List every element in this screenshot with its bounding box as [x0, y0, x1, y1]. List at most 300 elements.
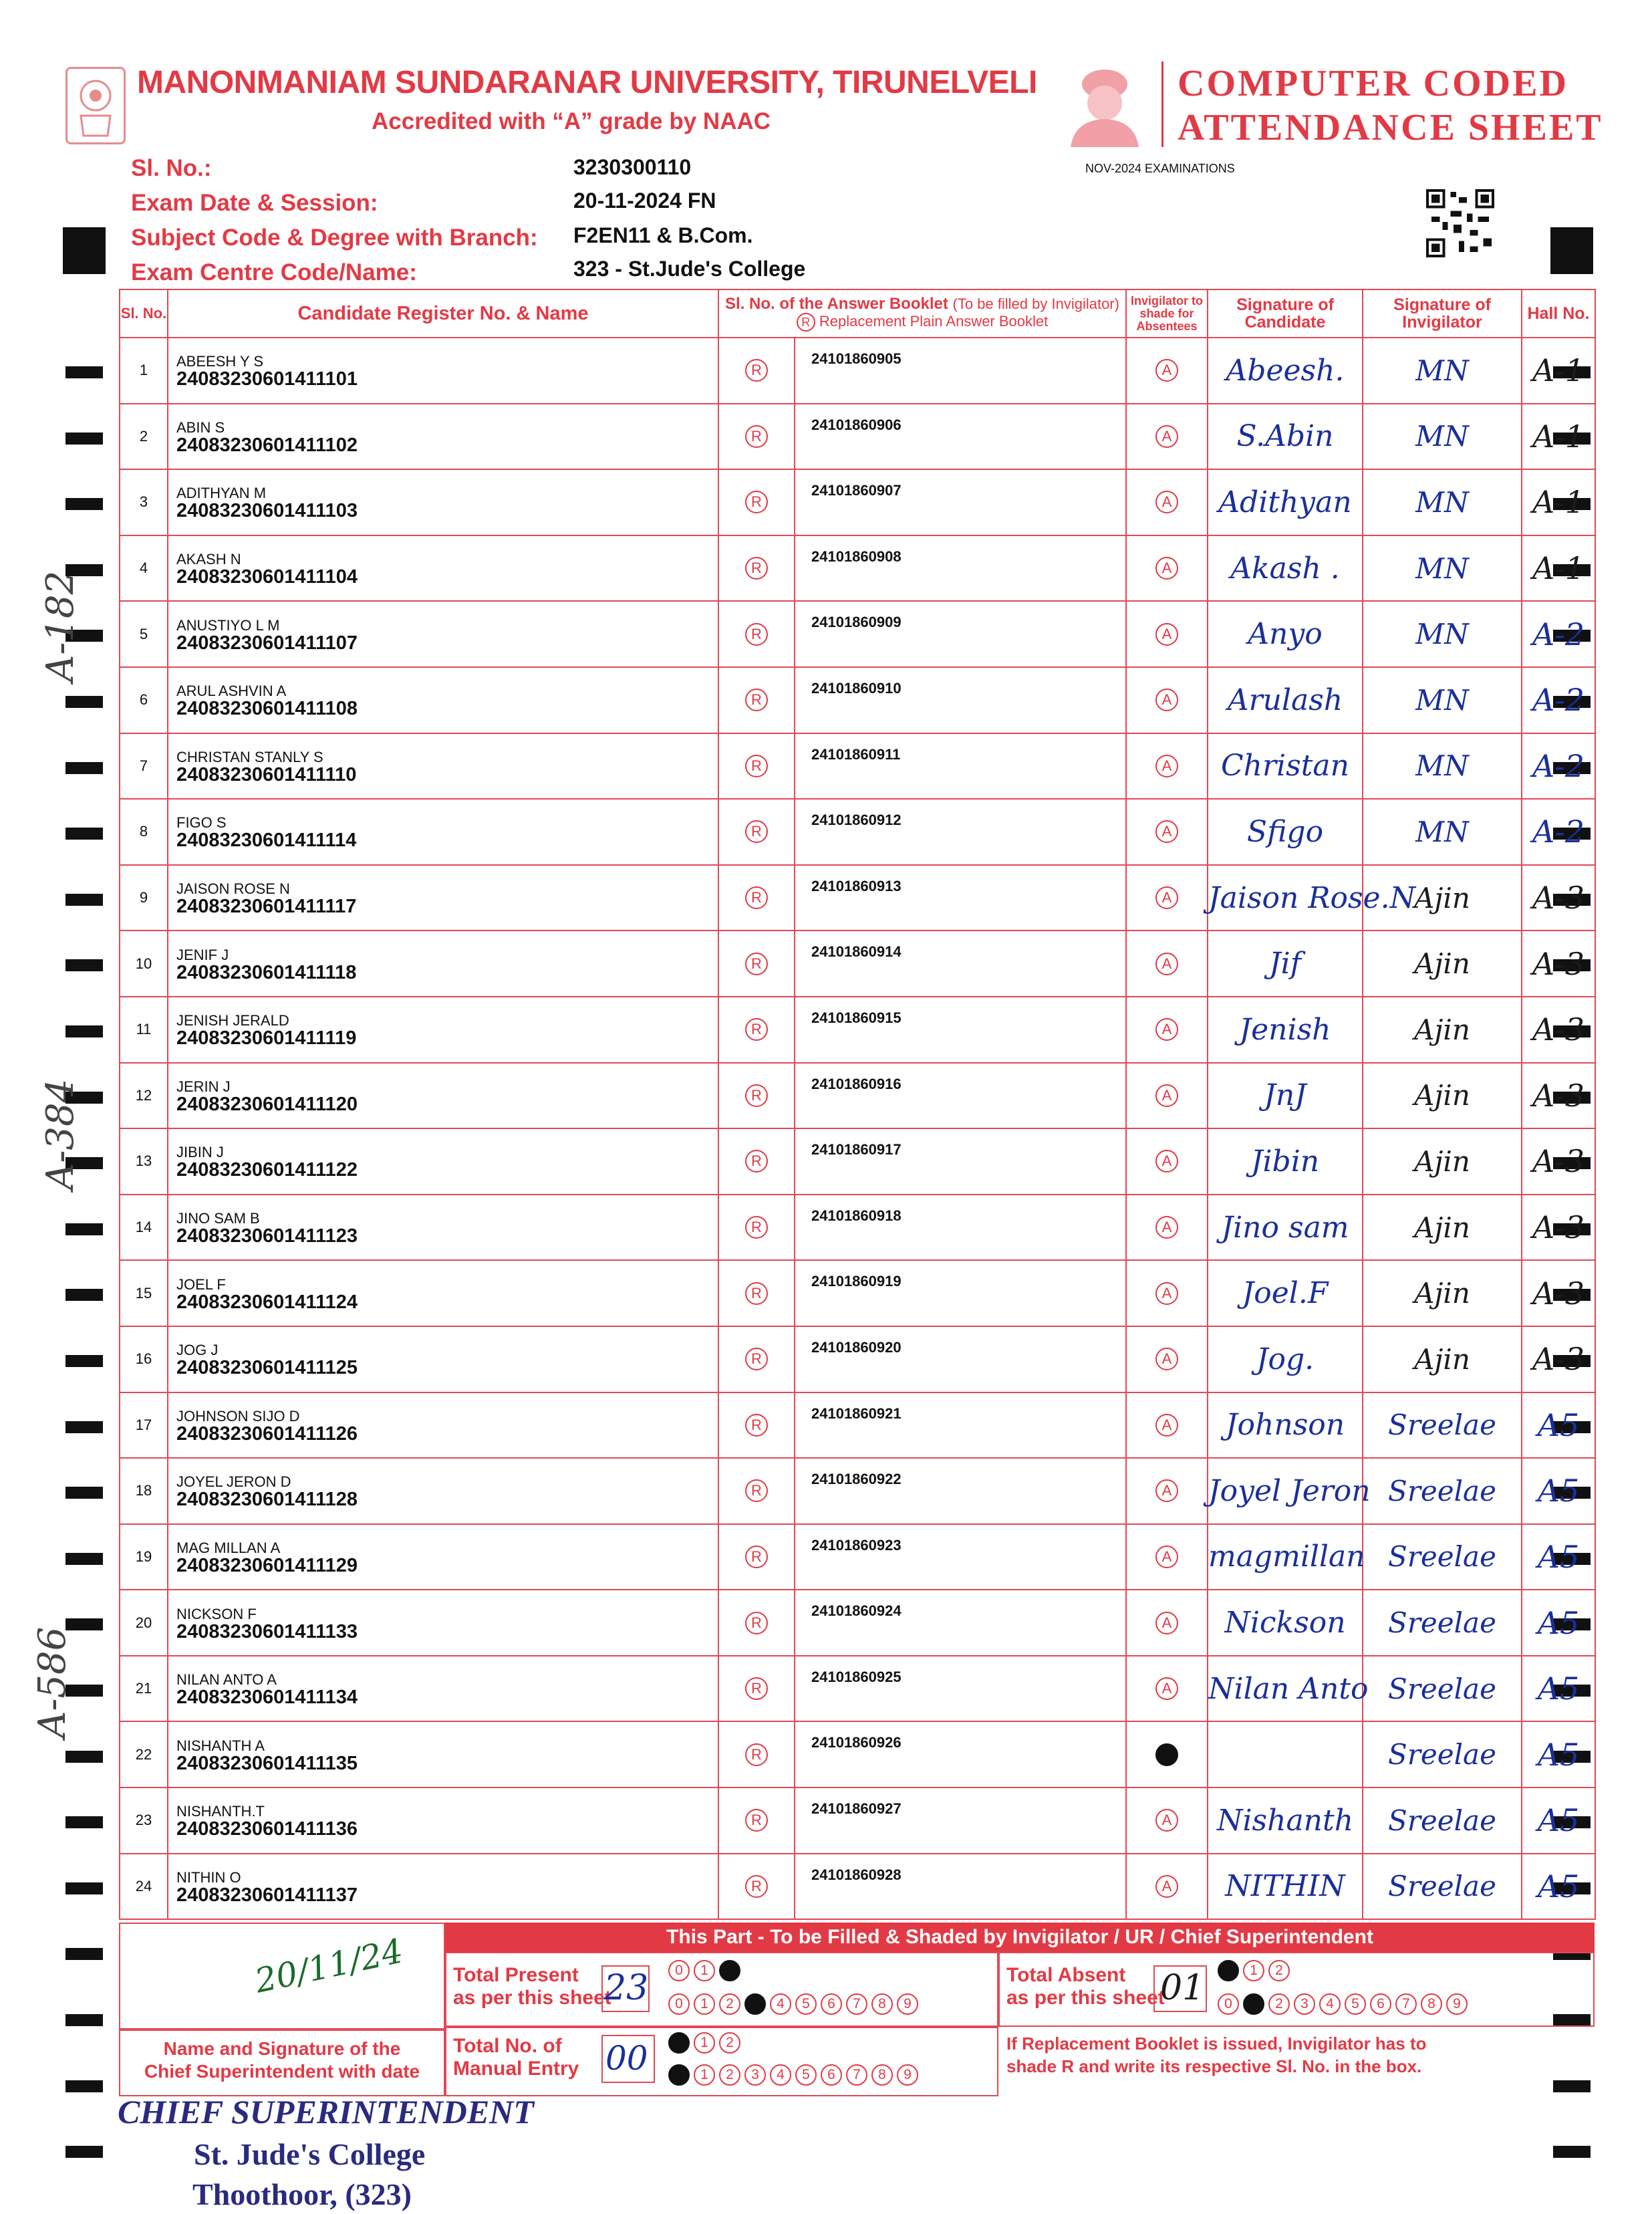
replacement-bubble[interactable]: R [745, 1677, 768, 1700]
digit-bubble[interactable]: 7 [846, 2064, 867, 2086]
replacement-bubble[interactable]: R [745, 820, 768, 843]
digit-bubble[interactable]: 1 [694, 2032, 715, 2054]
candidate-register-no: 24083230601411128 [176, 1489, 358, 1511]
absentee-bubble[interactable]: A [1155, 623, 1178, 646]
absentee-cell [1126, 1590, 1208, 1656]
absentee-bubble[interactable]: A [1155, 425, 1178, 448]
digit-bubble[interactable]: 9 [897, 1993, 918, 2015]
replacement-bubble[interactable]: R [745, 953, 768, 975]
digit-bubble[interactable]: 0 [1218, 1993, 1239, 2015]
absentee-cell [1126, 469, 1208, 535]
col-sig-candidate: Signature of Candidate [1208, 289, 1363, 338]
row-sl: 10 [120, 931, 168, 997]
hall-no: A-2 [1522, 799, 1595, 865]
col-booklet-title: Sl. No. of the Answer Booklet [725, 295, 948, 313]
hall-no: A-2 [1522, 601, 1595, 667]
table-row [120, 865, 1595, 931]
candidate-cell [168, 601, 718, 667]
absentee-bubble[interactable]: A [1155, 1348, 1178, 1370]
absentee-cell [1126, 1128, 1208, 1195]
replacement-bubble[interactable]: R [745, 886, 768, 909]
candidate-signature: Nishanth [1208, 1788, 1363, 1854]
manual-units-bubbles [668, 2064, 922, 2086]
candidate-signature: Joel.F [1208, 1260, 1363, 1326]
replacement-bubble[interactable]: R [745, 1479, 768, 1502]
hall-no: A5 [1522, 1721, 1595, 1788]
candidate-register-no: 24083230601411118 [176, 961, 357, 983]
total-absent-label [1006, 1964, 1165, 2009]
table-row [120, 1854, 1595, 1920]
digit-bubble[interactable]: 0 [668, 2032, 690, 2054]
row-sl: 1 [120, 338, 168, 404]
candidate-signature: Nilan Anto [1208, 1656, 1363, 1722]
timing-mark [65, 2080, 103, 2092]
replacement-bubble[interactable]: R [745, 1743, 768, 1766]
table-row [120, 1788, 1595, 1854]
absentee-cell [1126, 601, 1208, 667]
booklet-no[interactable]: 24101860907 [795, 469, 1126, 535]
digit-bubble[interactable]: 2 [719, 2032, 740, 2054]
candidate-register-no: 24083230601411107 [176, 632, 358, 654]
booklet-no[interactable]: 24101860918 [795, 1195, 1126, 1261]
sl-no-label: Sl. No.: [131, 155, 212, 181]
candidate-cell [168, 1260, 718, 1326]
digit-bubble[interactable]: 8 [871, 2064, 893, 2086]
candidate-register-no: 24083230601411125 [176, 1357, 358, 1379]
absentee-bubble[interactable]: A [1155, 359, 1178, 382]
manual-tens-bubbles [668, 2032, 744, 2054]
candidate-name: JOG J [176, 1342, 219, 1359]
total-present-value: 23 [604, 1968, 649, 2008]
absentee-cell [1126, 1195, 1208, 1261]
timing-mark [1553, 2146, 1591, 2158]
candidate-register-no: 24083230601411114 [176, 830, 357, 852]
booklet-no[interactable]: 24101860914 [795, 931, 1126, 997]
booklet-no[interactable]: 24101860926 [795, 1721, 1126, 1788]
table-row [120, 1458, 1595, 1524]
candidate-cell [168, 1721, 718, 1788]
digit-bubble[interactable]: 4 [770, 1993, 791, 2015]
digit-bubble[interactable]: 6 [1370, 1993, 1391, 2015]
absentee-bubble[interactable]: A [1155, 1414, 1178, 1437]
digit-bubble[interactable]: 9 [1446, 1993, 1468, 2015]
timing-mark [65, 762, 103, 774]
invigilator-signature: Ajin [1363, 865, 1522, 931]
replacement-cell [718, 733, 795, 800]
replacement-bubble[interactable]: R [745, 755, 768, 777]
absentee-bubble[interactable]: A [1155, 1875, 1178, 1898]
invigilator-signature: Sreelae [1363, 1721, 1522, 1788]
booklet-no[interactable]: 24101860908 [795, 535, 1126, 602]
candidate-cell [168, 997, 718, 1063]
hall-no: A-3 [1522, 997, 1595, 1063]
booklet-no[interactable]: 24101860921 [795, 1392, 1126, 1459]
digit-bubble[interactable]: 5 [795, 1993, 817, 2015]
hall-no: A-2 [1522, 667, 1595, 733]
stamp-place: Thoothoor, (323) [192, 2177, 412, 2211]
col-booklet-note: (To be filled by Invigilator) [952, 295, 1119, 312]
table-row [120, 1128, 1595, 1195]
hall-no: A-3 [1522, 1260, 1595, 1326]
founder-portrait [1061, 62, 1148, 147]
attendance-table [119, 289, 1596, 1920]
candidate-register-no: 24083230601411137 [176, 1884, 358, 1906]
digit-bubble[interactable]: 0 [668, 2064, 690, 2086]
manual-entry-value: 00 [605, 2039, 648, 2078]
col-replacement: Replacement Plain Answer Booklet [819, 313, 1049, 330]
candidate-cell [168, 1128, 718, 1195]
absentee-cell [1126, 1721, 1208, 1788]
hall-no: A-1 [1522, 469, 1595, 535]
digit-bubble[interactable]: 8 [1421, 1993, 1442, 2015]
digit-bubble[interactable]: 7 [846, 1993, 867, 2015]
digit-bubble[interactable]: 0 [668, 1993, 690, 2015]
exam-series: NOV-2024 EXAMINATIONS [1085, 162, 1235, 175]
digit-bubble[interactable]: 5 [1345, 1993, 1366, 2015]
booklet-no[interactable]: 24101860911 [795, 733, 1126, 800]
row-sl: 21 [120, 1656, 168, 1722]
row-sl: 23 [120, 1788, 168, 1854]
digit-bubble[interactable]: 9 [897, 2064, 918, 2086]
digit-bubble[interactable]: 6 [821, 1993, 842, 2015]
replacement-bubble[interactable]: R [745, 491, 768, 513]
candidate-name: JOYEL JERON D [176, 1473, 291, 1491]
row-sl: 11 [120, 997, 168, 1063]
booklet-no[interactable]: 24101860909 [795, 601, 1126, 667]
booklet-no[interactable]: 24101860906 [795, 404, 1126, 470]
absentee-cell [1126, 1392, 1208, 1459]
timing-mark [65, 433, 103, 445]
table-row [120, 997, 1595, 1063]
col-sig-invigilator: Signature of Invigilator [1363, 289, 1522, 338]
candidate-name: JENIF J [176, 946, 229, 963]
replacement-cell [718, 1326, 795, 1392]
digit-bubble[interactable]: 2 [1268, 1960, 1290, 1981]
replacement-cell [718, 338, 795, 404]
invigilator-signature: Sreelae [1363, 1392, 1522, 1459]
hall-no: A5 [1522, 1590, 1595, 1656]
digit-bubble[interactable]: 3 [1294, 1993, 1315, 2015]
candidate-register-no: 24083230601411129 [176, 1554, 358, 1576]
candidate-signature: magmillan [1208, 1524, 1363, 1590]
booklet-no[interactable]: 24101860910 [795, 667, 1126, 733]
replacement-bubble[interactable]: R [745, 425, 768, 448]
digit-bubble[interactable]: 2 [1268, 1993, 1290, 2015]
row-sl: 7 [120, 733, 168, 800]
total-present-label-1: Total Present [453, 1964, 579, 1986]
candidate-signature: NITHIN [1208, 1854, 1363, 1920]
candidate-signature: Nickson [1208, 1590, 1363, 1656]
candidate-signature: Sfigo [1208, 799, 1363, 865]
absentee-cell [1126, 997, 1208, 1063]
candidate-register-no: 24083230601411136 [176, 1818, 358, 1840]
row-sl: 4 [120, 535, 168, 602]
absentee-bubble[interactable]: A [1155, 1677, 1178, 1700]
booklet-no[interactable]: 24101860905 [795, 338, 1126, 404]
total-absent-value: 01 [1160, 1968, 1205, 2008]
hall-no: A5 [1522, 1656, 1595, 1722]
candidate-cell [168, 1788, 718, 1854]
timing-mark [65, 1025, 103, 1037]
booklet-no[interactable]: 24101860917 [795, 1128, 1126, 1195]
candidate-signature: Jibin [1208, 1128, 1363, 1195]
candidate-register-no: 24083230601411117 [176, 896, 357, 918]
candidate-name: NISHANTH.T [176, 1803, 265, 1820]
table-row [120, 1392, 1595, 1459]
digit-bubble[interactable]: 1 [694, 1993, 715, 2015]
manual-entry-label [453, 2035, 579, 2080]
header-divider [1161, 62, 1163, 147]
booklet-no[interactable]: 24101860928 [795, 1854, 1126, 1920]
replacement-bubble[interactable]: R [745, 1414, 768, 1437]
replacement-cell [718, 1656, 795, 1722]
hall-no: A-3 [1522, 1326, 1595, 1392]
candidate-register-no: 24083230601411122 [176, 1159, 358, 1181]
absentee-bubble[interactable]: A [1155, 1282, 1178, 1305]
replacement-cell [718, 601, 795, 667]
replacement-cell [718, 1524, 795, 1590]
margin-note-middle: A-384 [39, 1078, 82, 1190]
booklet-no[interactable]: 24101860925 [795, 1656, 1126, 1722]
candidate-signature: Jif [1208, 931, 1363, 997]
booklet-no[interactable]: 24101860923 [795, 1524, 1126, 1590]
total-present-label [453, 1964, 611, 2009]
absentee-bubble[interactable]: A [1155, 491, 1178, 513]
hall-no: A-1 [1522, 404, 1595, 470]
digit-bubble[interactable]: 1 [1243, 1960, 1264, 1981]
sheet-title-line-2: ATTENDANCE SHEET [1178, 107, 1603, 148]
absentee-bubble[interactable]: A [1155, 1216, 1178, 1239]
absentee-bubble[interactable]: A [1155, 953, 1178, 975]
university-logo [65, 67, 126, 144]
booklet-no[interactable]: 24101860913 [795, 865, 1126, 931]
replacement-cell [718, 865, 795, 931]
absentee-bubble[interactable]: A [1155, 1084, 1178, 1107]
hall-no: A5 [1522, 1854, 1595, 1920]
stamp-college: St. Jude's College [194, 2137, 426, 2171]
candidate-cell [168, 1524, 718, 1590]
row-sl: 18 [120, 1458, 168, 1524]
candidate-cell [168, 469, 718, 535]
replacement-cell [718, 1260, 795, 1326]
replacement-bubble[interactable]: R [745, 359, 768, 382]
invigilator-signature: MN [1363, 338, 1522, 404]
candidate-name: ABIN S [176, 418, 225, 436]
booklet-no[interactable]: 24101860912 [795, 799, 1126, 865]
invigilator-signature: Ajin [1363, 931, 1522, 997]
absentee-bubble[interactable]: A [1155, 820, 1178, 843]
candidate-signature: Christan [1208, 733, 1363, 800]
row-sl: 20 [120, 1590, 168, 1656]
candidate-register-no: 24083230601411120 [176, 1093, 358, 1115]
stamp-title: CHIEF SUPERINTENDENT [118, 2093, 534, 2130]
booklet-no[interactable]: 24101860919 [795, 1260, 1126, 1326]
replacement-bubble[interactable]: R [745, 557, 768, 580]
absentee-bubble[interactable]: A [1155, 1018, 1178, 1041]
timing-mark [65, 2146, 103, 2158]
subject-label: Subject Code & Degree with Branch: [131, 225, 538, 251]
hall-no: A-2 [1522, 733, 1595, 800]
absentee-bubble[interactable]: A [1155, 1546, 1178, 1568]
table-row [120, 404, 1595, 470]
candidate-cell [168, 799, 718, 865]
digit-bubble[interactable]: 0 [668, 1960, 690, 1981]
invigilator-signature: Ajin [1363, 1128, 1522, 1195]
booklet-no[interactable]: 24101860916 [795, 1063, 1126, 1129]
replacement-bubble[interactable]: R [745, 1875, 768, 1898]
absentee-bubble[interactable]: A [1155, 1612, 1178, 1634]
invigilator-signature: Ajin [1363, 1260, 1522, 1326]
candidate-name: CHRISTAN STANLY S [176, 748, 323, 765]
candidate-name: ADITHYAN M [176, 485, 267, 502]
digit-bubble[interactable]: 1 [694, 2064, 715, 2086]
hall-no: A-3 [1522, 931, 1595, 997]
absentee-cell [1126, 1854, 1208, 1920]
digit-bubble[interactable]: 5 [795, 2064, 817, 2086]
booklet-no[interactable]: 24101860927 [795, 1788, 1126, 1854]
digit-bubble[interactable]: 0 [1218, 1960, 1239, 1981]
candidate-signature: JnJ [1208, 1063, 1363, 1129]
total-absent-label-2: as per this sheet [1006, 1987, 1165, 2009]
candidate-cell [168, 865, 718, 931]
row-sl: 6 [120, 667, 168, 733]
replacement-cell [718, 799, 795, 865]
replacement-cell [718, 1854, 795, 1920]
invigilator-signature: MN [1363, 733, 1522, 800]
table-row [120, 1063, 1595, 1129]
candidate-cell [168, 1392, 718, 1459]
absentee-cell [1126, 404, 1208, 470]
candidate-register-no: 24083230601411134 [176, 1687, 358, 1709]
replacement-bubble[interactable]: R [745, 1018, 768, 1041]
digit-bubble[interactable]: 4 [770, 2064, 791, 2086]
candidate-name: JIBIN J [176, 1144, 224, 1161]
replacement-cell [718, 404, 795, 470]
candidate-cell [168, 1458, 718, 1524]
hall-no: A-3 [1522, 1063, 1595, 1129]
row-sl: 22 [120, 1721, 168, 1788]
replacement-bubble[interactable]: R [745, 1282, 768, 1305]
digit-bubble[interactable]: 3 [744, 1993, 766, 2015]
booklet-no[interactable]: 24101860920 [795, 1326, 1126, 1392]
replacement-cell [718, 997, 795, 1063]
absentee-bubble[interactable]: A [1155, 755, 1178, 777]
absentee-cell [1126, 1788, 1208, 1854]
absentee-bubble[interactable]: A [1155, 1743, 1178, 1766]
replacement-note-line-2: shade R and write its respective Sl. No. in the box. [1006, 2056, 1422, 2076]
replacement-bubble[interactable]: R [745, 623, 768, 646]
hall-no: A-1 [1522, 535, 1595, 602]
digit-bubble[interactable]: 6 [821, 2064, 842, 2086]
invigilator-signature: MN [1363, 667, 1522, 733]
digit-bubble[interactable]: 4 [1319, 1993, 1341, 2015]
digit-bubble[interactable]: 8 [871, 1993, 893, 2015]
replacement-bubble[interactable]: R [745, 1084, 768, 1107]
centre-value: 323 - St.Jude's College [573, 257, 806, 281]
replacement-bubble[interactable]: R [745, 1546, 768, 1568]
replacement-bubble[interactable]: R [745, 689, 768, 711]
booklet-no[interactable]: 24101860922 [795, 1458, 1126, 1524]
invigilator-signature: Ajin [1363, 1063, 1522, 1129]
digit-bubble[interactable]: 7 [1395, 1993, 1417, 2015]
candidate-cell [168, 1590, 718, 1656]
qr-code [1426, 189, 1494, 258]
candidate-register-no: 24083230601411124 [176, 1291, 358, 1313]
timing-mark [65, 959, 103, 971]
digit-bubble[interactable]: 1 [694, 1960, 715, 1981]
timing-mark [65, 1487, 103, 1499]
absentee-bubble[interactable]: A [1155, 886, 1178, 909]
invigilator-signature: Ajin [1363, 1326, 1522, 1392]
table-row [120, 1524, 1595, 1590]
absentee-bubble[interactable]: A [1155, 689, 1178, 711]
hall-no: A-1 [1522, 338, 1595, 404]
candidate-signature: Abeesh. [1208, 338, 1363, 404]
timing-mark [65, 696, 103, 708]
candidate-name: NILAN ANTO A [176, 1671, 277, 1689]
candidate-register-no: 24083230601411110 [176, 763, 357, 785]
digit-bubble[interactable]: 3 [744, 2064, 766, 2086]
digit-bubble[interactable]: 2 [719, 1960, 740, 1981]
invigilator-signature: Sreelae [1363, 1854, 1522, 1920]
timing-mark [65, 498, 103, 510]
table-row [120, 535, 1595, 602]
chief-label-line-1: Name and Signature of the [163, 2038, 401, 2059]
present-tens-bubbles [668, 1960, 744, 1981]
timing-mark [65, 1553, 103, 1565]
absentee-bubble[interactable]: A [1155, 1809, 1178, 1832]
invigilator-signature: MN [1363, 535, 1522, 602]
table-row [120, 1590, 1595, 1656]
replacement-bubble[interactable]: R [745, 1612, 768, 1634]
timing-mark [65, 2014, 103, 2026]
digit-bubble[interactable]: 2 [719, 1993, 740, 2015]
absentee-bubble[interactable]: A [1155, 1150, 1178, 1173]
digit-bubble[interactable]: 2 [719, 2064, 740, 2086]
replacement-cell [718, 1458, 795, 1524]
replacement-cell [718, 1721, 795, 1788]
replacement-cell [718, 667, 795, 733]
candidate-register-no: 24083230601411103 [176, 500, 358, 522]
candidate-cell [168, 1195, 718, 1261]
timing-mark [65, 1289, 103, 1301]
absentee-bubble[interactable]: A [1155, 557, 1178, 580]
candidate-register-no: 24083230601411126 [176, 1423, 358, 1445]
booklet-no[interactable]: 24101860924 [795, 1590, 1126, 1656]
booklet-no[interactable]: 24101860915 [795, 997, 1126, 1063]
replacement-bubble[interactable]: R [745, 1150, 768, 1173]
hall-no: A5 [1522, 1788, 1595, 1854]
absentee-cell [1126, 338, 1208, 404]
table-row [120, 338, 1595, 404]
digit-bubble[interactable]: 1 [1243, 1993, 1264, 2015]
timing-mark [65, 1948, 103, 1960]
timing-mark [65, 894, 103, 906]
table-row [120, 733, 1595, 800]
present-units-bubbles [668, 1993, 922, 2015]
replacement-bubble[interactable]: R [745, 1809, 768, 1832]
table-row [120, 1260, 1595, 1326]
hall-no: A5 [1522, 1392, 1595, 1459]
absentee-bubble[interactable]: A [1155, 1479, 1178, 1502]
candidate-signature: Jenish [1208, 997, 1363, 1063]
row-sl: 24 [120, 1854, 168, 1920]
replacement-bubble[interactable]: R [745, 1348, 768, 1370]
candidate-register-no: 24083230601411101 [176, 368, 358, 390]
table-header [120, 289, 1595, 338]
replacement-bubble[interactable]: R [745, 1216, 768, 1239]
candidate-name: JAISON ROSE N [176, 880, 290, 898]
